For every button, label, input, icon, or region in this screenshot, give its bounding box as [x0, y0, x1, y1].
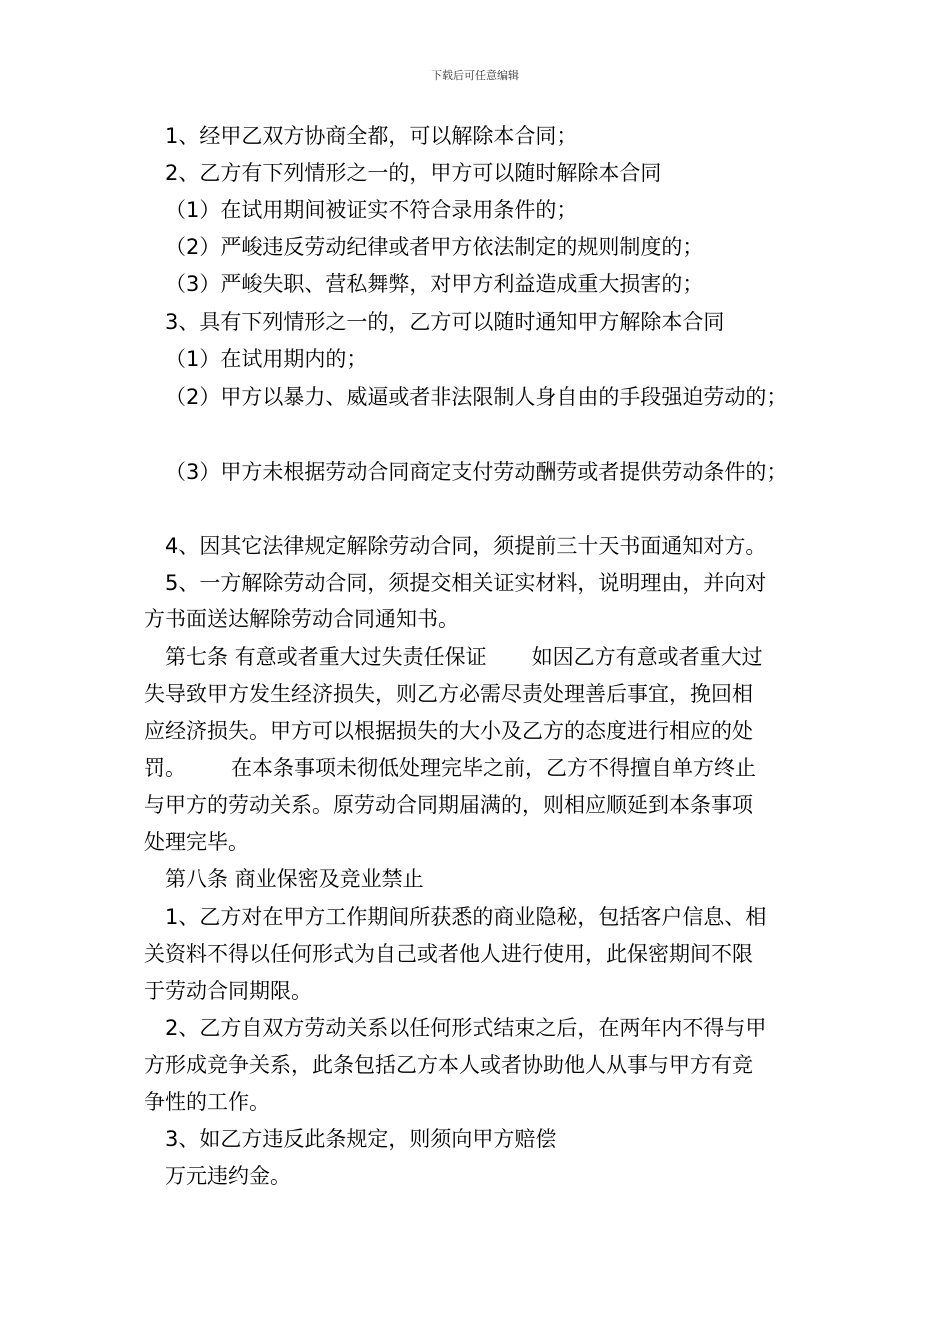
- clause-text: 在本条事项未彻低处理完毕之前，乙方不得擅自单方终止: [231, 756, 756, 780]
- clause-line: （3）严峻失职、营私舞弊，对甲方利益造成重大损害的；: [165, 272, 704, 296]
- clause-line: 2、乙方自双方劳动关系以任何形式结束之后，在两年内不得与甲: [165, 1016, 767, 1040]
- clause-line: 于劳动合同期限。: [144, 979, 312, 1003]
- article-seven-text: 如因乙方有意或者重大过: [531, 645, 763, 669]
- clause-line: 处理完毕。: [144, 830, 249, 854]
- clause-line: （2）甲方以暴力、威逼或者非法限制人身自由的手段强迫劳动的；: [165, 385, 788, 409]
- clause-line: 3、如乙方违反此条规定，则须向甲方赔偿: [165, 1127, 557, 1151]
- clause-line: 1、经甲乙双方协商全都，可以解除本合同；: [165, 124, 578, 148]
- clause-line: 2、乙方有下列情形之一的，甲方可以随时解除本合同: [165, 161, 662, 185]
- clause-line: 方书面送达解除劳动合同通知书。: [144, 607, 459, 631]
- clause-line: [144, 754, 756, 782]
- article-seven-title: 第七条 有意或者重大过失责任保证: [165, 645, 487, 669]
- clause-line: 应经济损失。甲方可以根据损失的大小及乙方的态度进行相应的处: [144, 719, 753, 743]
- clause-line: 方形成竞争关系，此条包括乙方本人或者协助他人从事与甲方有竞: [144, 1053, 753, 1077]
- article-seven-line: [165, 643, 763, 671]
- clause-line: （1）在试用期间被证实不符合录用条件的；: [165, 198, 578, 222]
- article-eight-title: 第八条 商业保密及竞业禁止: [165, 867, 424, 891]
- clause-line: （3）甲方未根据劳动合同商定支付劳动酬劳或者提供劳动条件的；: [165, 460, 788, 484]
- clause-line: （1）在试用期内的；: [165, 347, 368, 371]
- clause-text: 罚。: [144, 756, 186, 780]
- clause-line: 争性的工作。: [144, 1090, 270, 1114]
- clause-line: 1、乙方对在甲方工作期间所获悉的商业隐秘，包括客户信息、相: [165, 905, 767, 929]
- page-header: 下载后可任意编辑: [431, 69, 519, 82]
- clause-line: （2）严峻违反劳动纪律或者甲方依法制定的规则制度的；: [165, 235, 704, 259]
- clause-line: 失导致甲方发生经济损失，则乙方必需尽责处理善后事宜，挽回相: [144, 682, 753, 706]
- clause-line: 4、因其它法律规定解除劳动合同，须提前三十天书面通知对方。: [165, 534, 767, 558]
- clause-line: 5、一方解除劳动合同，须提交相关证实材料，说明理由，并向对: [165, 571, 767, 595]
- clause-line: 3、具有下列情形之一的，乙方可以随时通知甲方解除本合同: [165, 310, 725, 334]
- clause-line: 与甲方的劳动关系。原劳动合同期届满的，则相应顺延到本条事项: [144, 793, 753, 817]
- clause-line: 万元违约金。: [165, 1164, 291, 1188]
- clause-line: 关资料不得以任何形式为自己或者他人进行使用，此保密期间不限: [144, 942, 753, 966]
